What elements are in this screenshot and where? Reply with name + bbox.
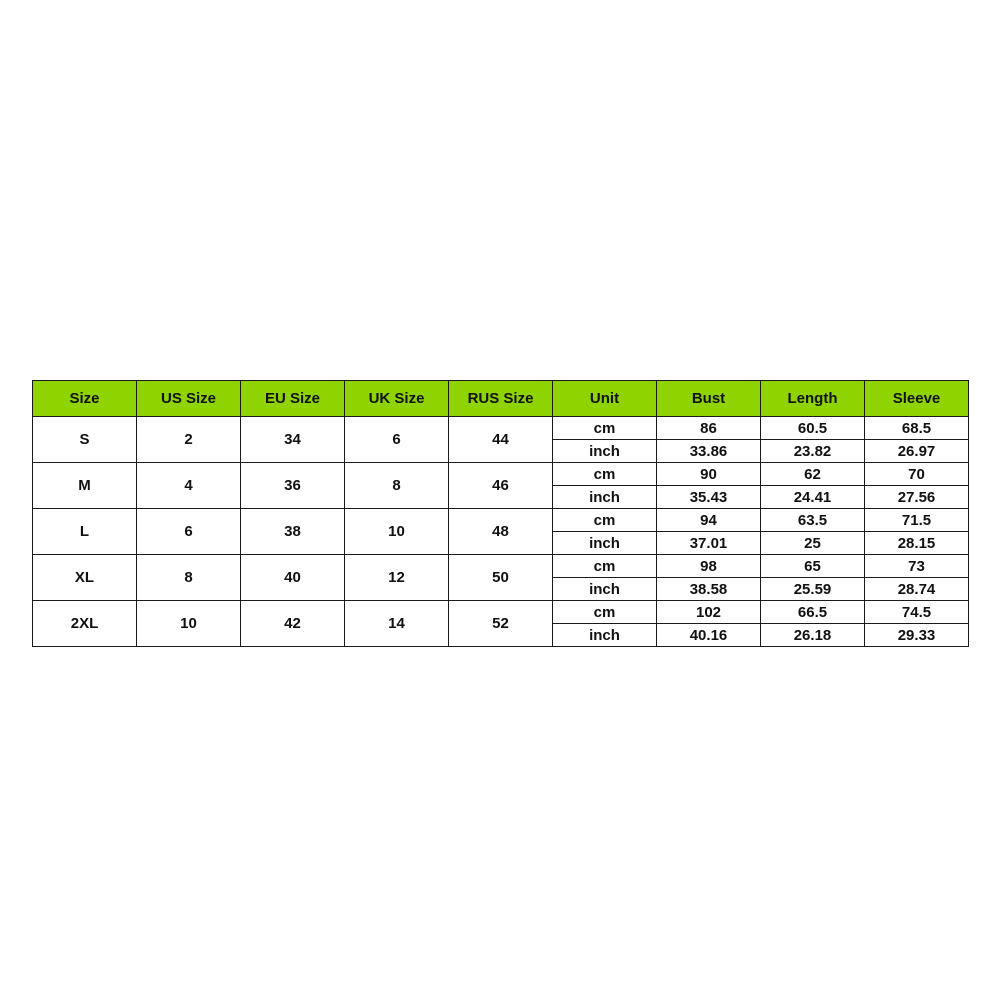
header-eu-size: EU Size: [241, 381, 345, 417]
eu-size-cell: 38: [241, 509, 345, 555]
uk-size-cell: 10: [345, 509, 449, 555]
sleeve-cell: 28.15: [865, 532, 969, 555]
rus-size-cell: 46: [449, 463, 553, 509]
uk-size-cell: 14: [345, 601, 449, 647]
header-uk-size: UK Size: [345, 381, 449, 417]
bust-cell: 38.58: [657, 578, 761, 601]
sleeve-cell: 71.5: [865, 509, 969, 532]
unit-cell: cm: [553, 509, 657, 532]
us-size-cell: 4: [137, 463, 241, 509]
uk-size-cell: 8: [345, 463, 449, 509]
unit-cell: cm: [553, 601, 657, 624]
table-body: [33, 417, 969, 647]
rus-size-cell: 52: [449, 601, 553, 647]
length-cell: 60.5: [761, 417, 865, 440]
length-cell: 23.82: [761, 440, 865, 463]
length-cell: 25.59: [761, 578, 865, 601]
unit-cell: inch: [553, 440, 657, 463]
bust-cell: 94: [657, 509, 761, 532]
sleeve-cell: 26.97: [865, 440, 969, 463]
length-cell: 62: [761, 463, 865, 486]
length-cell: 25: [761, 532, 865, 555]
us-size-cell: 6: [137, 509, 241, 555]
unit-cell: inch: [553, 578, 657, 601]
bust-cell: 37.01: [657, 532, 761, 555]
table-row: [33, 463, 969, 486]
size-chart-table: [32, 380, 969, 647]
size-cell: XL: [33, 555, 137, 601]
length-cell: 66.5: [761, 601, 865, 624]
bust-cell: 90: [657, 463, 761, 486]
sleeve-cell: 28.74: [865, 578, 969, 601]
unit-cell: inch: [553, 486, 657, 509]
eu-size-cell: 36: [241, 463, 345, 509]
table-row: [33, 601, 969, 624]
uk-size-cell: 12: [345, 555, 449, 601]
length-cell: 65: [761, 555, 865, 578]
header-bust: Bust: [657, 381, 761, 417]
header-us-size: US Size: [137, 381, 241, 417]
length-cell: 24.41: [761, 486, 865, 509]
size-cell: L: [33, 509, 137, 555]
sleeve-cell: 27.56: [865, 486, 969, 509]
bust-cell: 102: [657, 601, 761, 624]
bust-cell: 35.43: [657, 486, 761, 509]
unit-cell: cm: [553, 463, 657, 486]
rus-size-cell: 48: [449, 509, 553, 555]
size-cell: S: [33, 417, 137, 463]
header-rus-size: RUS Size: [449, 381, 553, 417]
length-cell: 63.5: [761, 509, 865, 532]
unit-cell: cm: [553, 417, 657, 440]
header-size: Size: [33, 381, 137, 417]
size-cell: M: [33, 463, 137, 509]
unit-cell: inch: [553, 624, 657, 647]
uk-size-cell: 6: [345, 417, 449, 463]
table-header-row: [33, 381, 969, 417]
sleeve-cell: 74.5: [865, 601, 969, 624]
us-size-cell: 10: [137, 601, 241, 647]
unit-cell: cm: [553, 555, 657, 578]
table-row: [33, 417, 969, 440]
length-cell: 26.18: [761, 624, 865, 647]
size-cell: 2XL: [33, 601, 137, 647]
sleeve-cell: 70: [865, 463, 969, 486]
us-size-cell: 8: [137, 555, 241, 601]
eu-size-cell: 34: [241, 417, 345, 463]
header-sleeve: Sleeve: [865, 381, 969, 417]
sleeve-cell: 29.33: [865, 624, 969, 647]
bust-cell: 98: [657, 555, 761, 578]
unit-cell: inch: [553, 532, 657, 555]
rus-size-cell: 44: [449, 417, 553, 463]
sleeve-cell: 73: [865, 555, 969, 578]
bust-cell: 40.16: [657, 624, 761, 647]
sleeve-cell: 68.5: [865, 417, 969, 440]
header-unit: Unit: [553, 381, 657, 417]
table-row: [33, 509, 969, 532]
eu-size-cell: 42: [241, 601, 345, 647]
header-length: Length: [761, 381, 865, 417]
bust-cell: 86: [657, 417, 761, 440]
us-size-cell: 2: [137, 417, 241, 463]
table-row: [33, 555, 969, 578]
eu-size-cell: 40: [241, 555, 345, 601]
bust-cell: 33.86: [657, 440, 761, 463]
rus-size-cell: 50: [449, 555, 553, 601]
